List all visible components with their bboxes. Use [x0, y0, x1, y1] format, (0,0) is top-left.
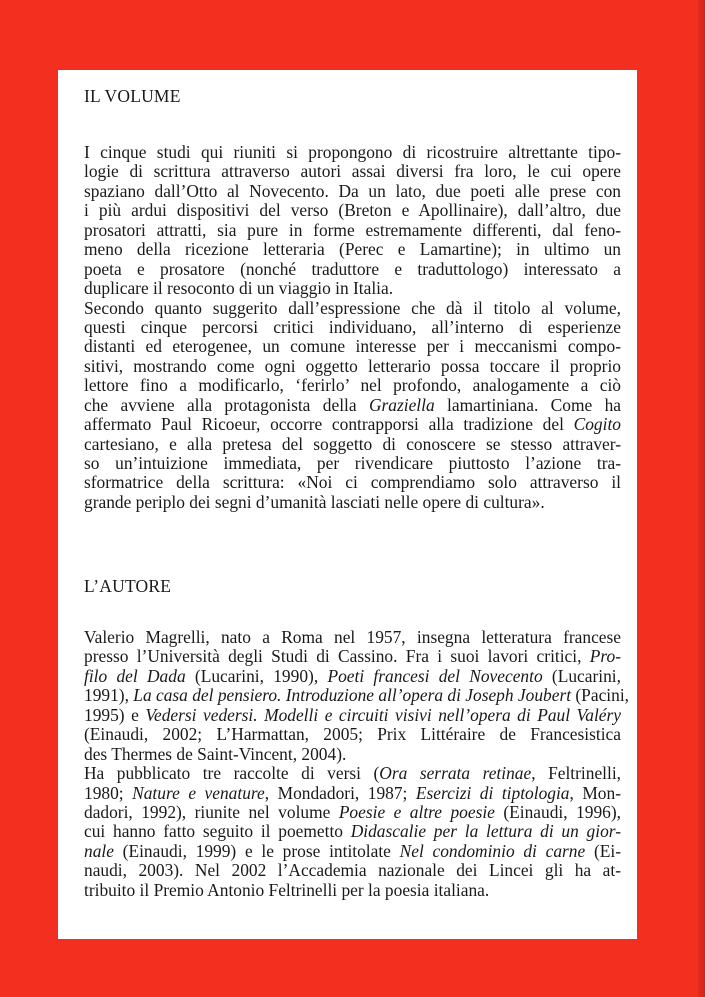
text-run: (Ei-: [585, 840, 622, 861]
text-run: i più ardui dispositivi del verso (Breton e Apollinaire), dall’altro, due: [84, 200, 621, 221]
text-run: lettore fino a modificarlo, ‘ferirlo’ nel profondo, analogamente a ciò: [84, 375, 621, 396]
text-run: 1991),: [84, 685, 134, 706]
text-line: [84, 764, 621, 783]
text-line: [84, 628, 621, 647]
italic-title: Vedersi vedersi. Modelli e circuiti visivi nell’opera di Paul Valéry: [145, 704, 621, 725]
text-run: questi cinque percorsi critici individuano, all’interno di esperienze: [84, 316, 621, 337]
italic-title: Poesie e altre poesie: [338, 801, 495, 822]
text-run: affermato Paul Ricoeur, occorre contrapporsi alla tradizione del: [84, 414, 574, 435]
text-run: , Mon-: [569, 782, 621, 803]
text-line: [84, 337, 621, 356]
text-run: des Thermes de Saint-Vincent, 2004).: [84, 743, 347, 764]
text-run: prosatori attratti, sia pure in forme estremamente differenti, dal feno-: [84, 219, 621, 240]
back-cover-text-panel: [58, 70, 637, 939]
text-run: Valerio Magrelli, nato a Roma nel 1957, insegna letteratura francese: [84, 627, 621, 647]
text-run: meno della ricezione letteraria (Perec e Lamartine); in ultimo un: [84, 239, 621, 260]
text-run: Secondo quanto suggerito dall’espressione che dà il titolo al volume,: [84, 297, 621, 318]
italic-title: filo del Dada: [84, 665, 186, 686]
text-run: sformatrice della scrittura: «Noi ci comprendiamo solo attraverso il: [84, 472, 621, 493]
text-line: [84, 725, 621, 744]
text-run: lamartiniana. Come ha: [434, 394, 621, 415]
text-line: [84, 221, 621, 240]
text-run: (Einaudi, 1996),: [494, 801, 621, 822]
text-run: Ha pubblicato tre raccolte di versi (: [84, 763, 380, 784]
text-line: [84, 415, 621, 434]
text-run: che avviene alla protagonista della: [84, 394, 369, 415]
text-line: [84, 473, 621, 492]
italic-title: Nature e venature: [132, 782, 265, 803]
author-section: [84, 576, 630, 900]
author-biography: [84, 627, 630, 900]
text-line: [84, 493, 621, 512]
italic-title: Didascalie per la lettura di un gior-: [350, 821, 621, 842]
volume-description: [84, 143, 621, 512]
text-run: tribuito il Premio Antonio Feltrinelli per la poesia italiana.: [84, 879, 490, 900]
text-run: cui hanno fatto seguito il poemetto: [84, 821, 351, 842]
text-run: poeta e prosatore (nonché traduttore e traduttologo) interessato a: [84, 258, 621, 279]
volume-section: [84, 86, 621, 512]
text-run: , Feltrinelli,: [531, 763, 622, 784]
text-run: dadori, 1992), riunite nel volume: [84, 801, 339, 822]
text-run: (Einaudi, 1999) e le prose intitolate: [113, 840, 400, 861]
text-line: [84, 803, 621, 822]
text-line: [84, 685, 630, 706]
text-run: (Pacini,: [571, 685, 630, 706]
text-line: [84, 260, 621, 279]
text-run: (Lucarini,: [542, 665, 621, 686]
italic-title: Cogito: [573, 414, 621, 435]
text-run: (Lucarini, 1990),: [185, 665, 328, 686]
text-run: I cinque studi qui riuniti si propongono di ricostruire altrettante tipo-: [84, 142, 621, 162]
text-line: [84, 435, 621, 454]
text-run: , Mondadori, 1987;: [264, 782, 416, 803]
text-run: distanti ed eterogenee, un comune interesse per i meccanismi compo-: [84, 336, 621, 357]
italic-title: Esercizi di tiptologia: [415, 782, 570, 803]
text-line: [84, 299, 621, 318]
text-run: naudi, 2003). Nel 2002 l’Accademia nazionale dei Lincei gli ha at-: [84, 860, 621, 881]
text-run: presso l’Università degli Studi di Cassino. Fra i suoi lavori critici,: [84, 646, 590, 667]
text-line: [84, 667, 621, 686]
text-line: [84, 454, 621, 473]
italic-title: nale: [84, 840, 114, 861]
text-line: [84, 861, 621, 880]
italic-title: Poeti francesi del Novecento: [327, 665, 543, 686]
text-run: logie di scrittura attraverso autori assai diversi fra loro, le cui opere: [84, 161, 621, 182]
text-line: [84, 376, 621, 395]
italic-title: Ora serrata retinae: [379, 763, 532, 784]
text-run: 1995) e: [84, 704, 146, 725]
volume-heading: IL VOLUME: [84, 86, 181, 106]
text-line: [84, 240, 621, 259]
book-cover-edge: [698, 0, 705, 997]
text-line: [84, 357, 621, 376]
text-run: spaziano dall’Otto al Novecento. Da un lato, due poeti alle prese con: [84, 180, 621, 201]
text-line: [84, 647, 621, 666]
text-line: [84, 396, 621, 415]
text-run: cartesiano, e alla pretesa del soggetto di conoscere se stesso attraver-: [84, 433, 621, 454]
text-run: sitivi, mostrando come ogni oggetto letterario possa toccare il proprio: [84, 355, 621, 376]
text-line: [84, 279, 621, 298]
text-line: [84, 201, 621, 220]
text-run: so un’intuizione immediata, per rivendicare piuttosto l’azione tra-: [84, 453, 621, 473]
italic-title: La casa del pensiero. Introduzione all’opera di Joseph Joubert: [133, 685, 572, 706]
italic-title: Pro-: [589, 646, 621, 667]
text-line: [84, 143, 621, 162]
text-line: [84, 182, 621, 201]
text-line: [84, 745, 621, 764]
text-line: [84, 784, 621, 803]
text-line: [84, 842, 621, 861]
text-run: 1980;: [84, 782, 133, 803]
text-line: [84, 706, 621, 725]
text-line: [84, 881, 621, 900]
author-heading: L’AUTORE: [84, 576, 172, 596]
text-line: [84, 318, 621, 337]
text-line: [84, 822, 621, 841]
text-run: grande periplo dei segni d’umanità lasciati nelle opere di cultura».: [84, 491, 545, 512]
text-run: (Einaudi, 2002; L’Harmattan, 2005; Prix Littéraire de Francesistica: [84, 724, 621, 745]
italic-title: Graziella: [368, 394, 435, 415]
italic-title: Nel condominio di carne: [399, 840, 586, 861]
text-line: [84, 162, 621, 181]
text-run: duplicare il resoconto di un viaggio in Italia.: [84, 278, 394, 299]
